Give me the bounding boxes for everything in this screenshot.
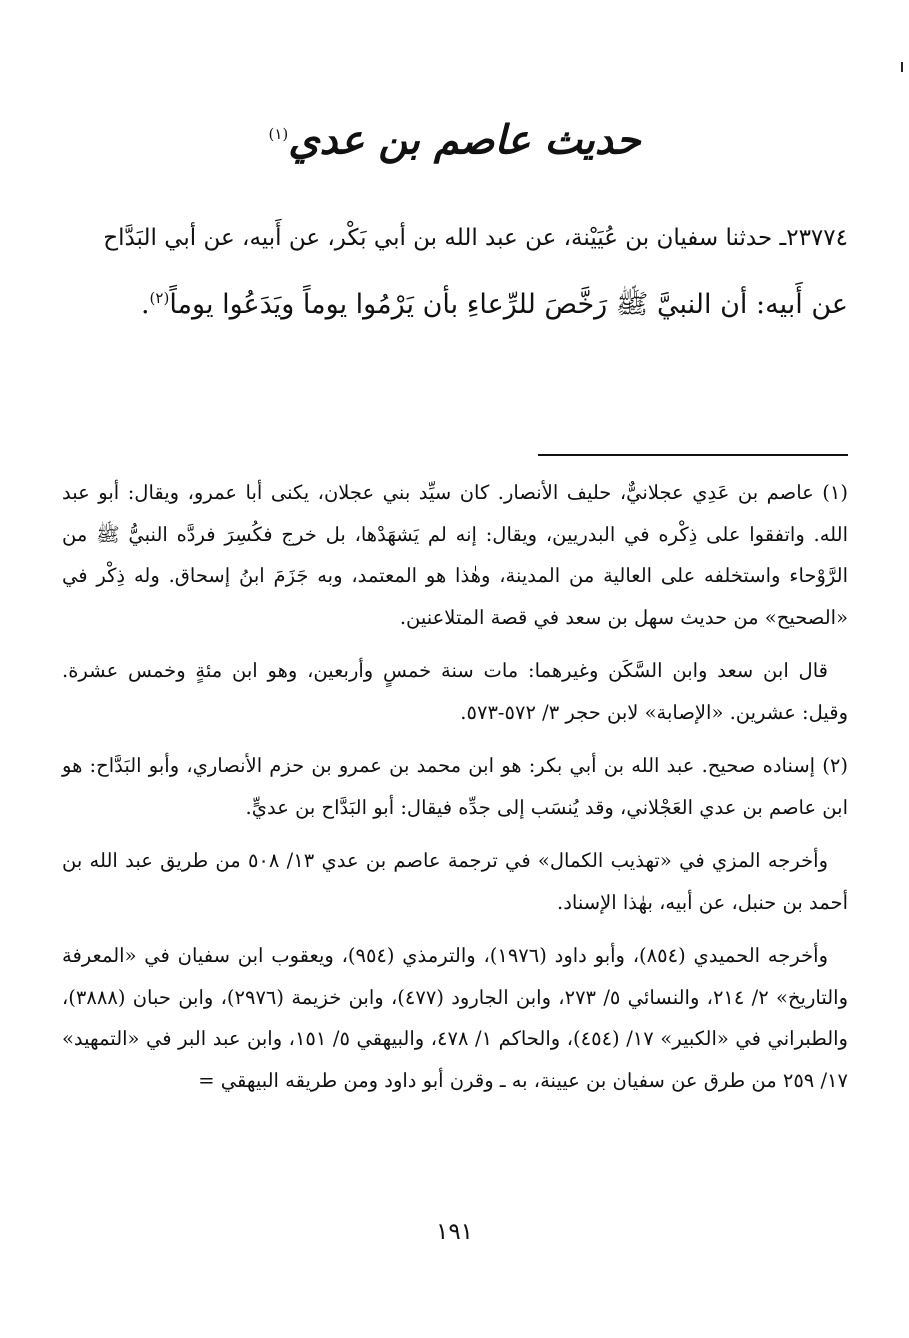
hadith-matn-text: عن أَبيه: أن النبيَّ ﷺ رَخَّصَ للرِّعاءِ بأن يَرْمُوا يوماً ويَدَعُوا يوماً	[169, 289, 848, 320]
page-number: ١٩١	[435, 1219, 474, 1245]
footnote-2-sources: وأخرجه الحميدي (٨٥٤)، وأبو داود (١٩٧٦)، والترمذي (٩٥٤)، ويعقوب ابن سفيان في «المعرفة والتاريخ» ٢/ ٢١٤، والنسائي ٥/ ٢٧٣، وابن الجارود (٤٧٧)، وابن خزيمة (٢٩٧٦)، وابن حبان (٣٨٨٨)، والطبراني في «الكبير» ١٧/ (٤٥٤)، والحاكم ١/ ٤٧٨، والبيهقي ٥/ ١٥١، وابن عبد البر في «التمهيد» ١٧/ ٢٥٩ من طرق عن سفيان بن عيينة، به ـ وقرن أبو داود ومن طريقه البيهقي =	[62, 944, 848, 1092]
footnote-1: (١) عاصم بن عَدِي عجلانيٌّ، حليف الأنصار. كان سيِّد بني عجلان، يكنى أبا عمرو، ويقال: أبو عبد الله. واتفقوا على ذِكْره في البدريين، ويقال: إنه لم يَشهَدْها، بل خرج فكُسِرَ فردَّه النبيُّ ﷺ من الرَّوْحاء واستخلفه على العالية من المدينة، وهٰذا هو المعتمد، وبه جَزَمَ ابنُ إسحاق. وله ذِكْر في «الصحيح» من حديث سهل بن سعد في قصة المتلاعنين.	[62, 481, 848, 629]
hadith-matn	[62, 270, 848, 333]
edge-mark	[901, 62, 903, 72]
matn-end: .	[140, 289, 150, 320]
footnote-separator	[538, 454, 848, 456]
section-title-text: حديث عاصم بن عدي	[288, 116, 641, 164]
hadith-text	[62, 214, 848, 333]
footnote-2-continued: وأخرجه المزي في «تهذيب الكمال» في ترجمة عاصم بن عدي ١٣/ ٥٠٨ من طريق عبد الله بن أحمد بن حنبل، عن أبيه، بهٰذا الإسناد.	[62, 849, 848, 914]
section-title	[0, 104, 909, 170]
footnote-1-continued: قال ابن سعد وابن السَّكَن وغيرهما: مات سنة خمسٍ وأربعين، وهو ابن مئةٍ وخمس عشرة. وقيل: عشرين. «الإصابة» لابن حجر ٣/ ٥٧٢-٥٧٣.	[62, 659, 848, 724]
title-footnote-ref: (١)	[268, 125, 289, 143]
hadith-isnad: ٢٣٧٧٤ـ حدثنا سفيان بن عُيَيْنة، عن عبد الله بن أبي بَكْر، عن أَبيه، عن أبي البَدَّاح	[103, 225, 848, 251]
footnotes	[62, 472, 848, 1113]
footnote-2: (٢) إسناده صحيح. عبد الله بن أبي بكر: هو ابن محمد بن عمرو بن حزم الأنصاري، وأبو البَدَّاح: هو ابن عاصم بن عدي العَجْلاني، وقد يُنسَب إلى جدِّه فيقال: أبو البَدَّاح بن عديٍّ.	[62, 754, 848, 819]
matn-footnote-ref: (٢)	[149, 289, 170, 307]
